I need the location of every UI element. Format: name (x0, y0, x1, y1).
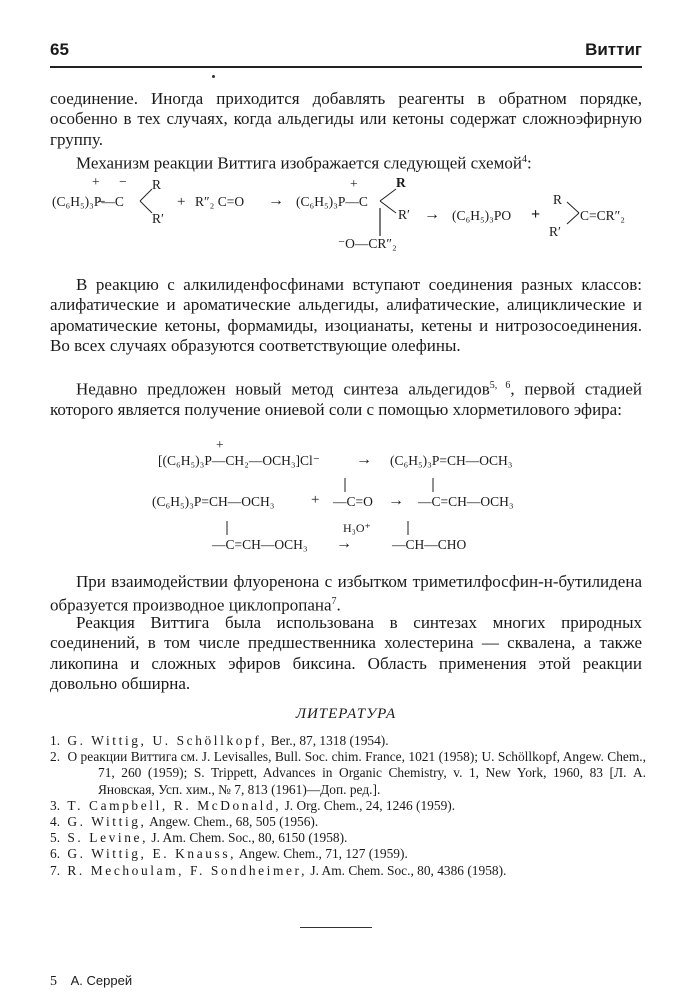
reference-item (50, 733, 646, 749)
scheme2-arrow-3: → (336, 535, 350, 552)
reference-number: 2. (50, 749, 61, 765)
scheme2-enol-ether-reactant: —C=CH—OCH₃ (212, 537, 308, 552)
scheme2-enol-bond (431, 478, 435, 494)
scheme1-ylide-Rp: R′ (152, 211, 164, 226)
reference-text: J. Am. Chem. Soc., 80, 4386 (1958). (307, 862, 507, 878)
paragraph-6: Реакция Виттига была использована в синтезах многих природных соединений, в том числе предшественника холестерина — сквалена, а также ликопина и сложных эфиров биксина. Область применения этой реакции довольно обширна. (50, 613, 642, 694)
scheme1-olefin-R: R (553, 192, 563, 207)
scheme1-ylide-R: R (152, 177, 162, 192)
header-rule (50, 66, 642, 68)
reference-number: 4. (50, 814, 61, 830)
paragraph-3: В реакцию с алкилиденфосфинами вступают соединения разных классов: алифатические и ароматические альдегиды, алифатические, алициклические и ароматические кетоны, формамиды, изоцианаты, кетены и нитрозосоединения. Во всех случаях образуются соответствующие олефины. (50, 275, 642, 356)
paragraph-5 (50, 572, 642, 616)
scheme2-ylide-reactant: (C₆H₅)₃P=CH—OCH₃ (152, 494, 275, 509)
reference-authors: R. Mechoulam, F. Sondheimer, (67, 862, 308, 878)
reference-item (50, 846, 646, 862)
paragraph-2 (50, 150, 642, 174)
paragraph-5-end: . (336, 596, 341, 616)
scheme1-olefin-Rp: R′ (549, 224, 561, 239)
footnote-ref-4: 4 (521, 154, 527, 165)
paragraph-2-text: Механизм реакции Виттига изображается следующей схемой (76, 153, 522, 173)
scheme1-ylide-charges: + − (92, 174, 135, 189)
end-divider (300, 927, 372, 928)
reference-authors: S. Levine, (67, 830, 149, 846)
signature-number: 5 (50, 974, 57, 989)
paragraph-5-text: При взаимодействии флуоренона с избытком триметилфосфин-н-бутилидена образуется производное циклопропана (50, 572, 642, 616)
reference-text: J. Am. Chem. Soc., 80, 6150 (1958). (148, 830, 348, 846)
reference-authors: G. Wittig, E. Knauss, (67, 846, 237, 862)
scheme2-arrow-1: → (356, 451, 372, 468)
scheme1-betaine-plus: + (350, 176, 358, 191)
reference-item (50, 863, 646, 879)
scheme1-ylide-bonds (138, 186, 154, 216)
paragraph-2-end: : (526, 153, 532, 173)
footnote-ref-5-6: 5, 6 (489, 380, 511, 391)
reference-text: J. Org. Chem., 24, 1246 (1959). (281, 797, 456, 813)
scheme2-ylide: (C₆H₅)₃P=CH—OCH₃ (390, 453, 513, 468)
paragraph-1: соединение. Иногда приходится добавлять реагенты в обратном порядке, особенно в тех случаях, когда альдегиды или кетоны содержат сложноэфирную группу. (50, 89, 642, 149)
scheme1-phosphine-oxide: (C₆H₅)₃PO (452, 208, 512, 223)
reference-item (50, 830, 646, 846)
signature-text: А. Серрей (70, 973, 133, 988)
signature-footer (50, 973, 132, 990)
scheme2-plus-charge: + (216, 437, 224, 452)
running-title: Виттиг (585, 40, 642, 59)
reference-number: 5. (50, 830, 61, 846)
reference-number: 1. (50, 733, 61, 748)
print-speck (212, 75, 215, 78)
reference-item (50, 798, 646, 814)
paragraph-4-end: , первой стадией которого является получение ониевой соли с помощью хлорметилового эфира: (50, 379, 642, 420)
scheme1-olefin-bonds (566, 200, 580, 226)
reference-authors: G. Wittig, (67, 814, 147, 830)
footnote-ref-7: 7 (331, 596, 337, 608)
scheme2-plus: + (311, 492, 320, 508)
page-number: 65 (50, 40, 69, 59)
scheme1-ylide: (C₆H₅)₃P̶—C (52, 194, 124, 209)
scheme1-betaine-oxide: ⁻O—CR″₂ (338, 236, 397, 251)
scheme2-onium-salt: [(C₆H₅)₃P—CH₂—OCH₃]Cl⁻ (158, 453, 320, 468)
reference-authors: G. Wittig, U. Schöllkopf, (67, 733, 268, 748)
scheme1-betaine-Rp: R′ (398, 207, 410, 222)
reference-number: 6. (50, 846, 61, 862)
reference-text: Ber., 87, 1318 (1954). (267, 733, 389, 748)
scheme2-carbonyl: —C=O (333, 494, 373, 509)
reference-list (50, 733, 646, 879)
reference-text: О реакции Виттига см. J. Levisalles, Bull. Soc. chim. France, 1021 (1958); U. Schöllkopf, Angew. Chem., 71, 260 (1959); S. Trippett, Advances in Organic Chemistry, v. 1, New York, 1960, 83 [Л. А. Яновская, Усп. хим., № 7, 813 (1961)—Доп. ред.]. (67, 749, 646, 797)
scheme2-enol-ether: —C=CH—OCH₃ (418, 494, 514, 509)
scheme1-arrow-2: → (424, 206, 440, 223)
scheme1-plus-2: + (531, 206, 541, 223)
reference-authors: T. Campbell, R. McDonald, (67, 797, 282, 813)
reference-text: Angew. Chem., 68, 505 (1956). (146, 814, 319, 830)
reference-item (50, 749, 646, 798)
scheme1-arrow: → (268, 192, 284, 209)
scheme2-arrow-2: → (388, 492, 404, 509)
scheme1-olefin: C=CR″₂ (580, 208, 625, 223)
scheme2-hydronium: H₃O⁺ (343, 521, 371, 535)
scheme2-enol-reactant-bond (225, 521, 229, 537)
paragraph-4 (50, 376, 642, 420)
reference-number: 3. (50, 797, 61, 813)
reference-item (50, 814, 646, 830)
scheme2-aldehyde-bond (406, 521, 410, 537)
scheme2-carbonyl-bond (343, 478, 347, 494)
scheme2-aldehyde: —CH—CHO (392, 537, 467, 552)
scheme1-betaine: (C₆H₅)₃P—C (296, 194, 368, 209)
reference-text: Angew. Chem., 71, 127 (1959). (236, 846, 408, 862)
literature-title: ЛИТЕРАТУРА (295, 706, 397, 722)
paragraph-4-text: Недавно предложен новый метод синтеза альдегидов (76, 379, 490, 399)
scheme1-betaine-R: R (396, 175, 406, 190)
scheme1-plus: + (177, 194, 186, 210)
scheme1-carbonyl: R″₂ C=O (195, 194, 245, 209)
reference-number: 7. (50, 862, 61, 878)
